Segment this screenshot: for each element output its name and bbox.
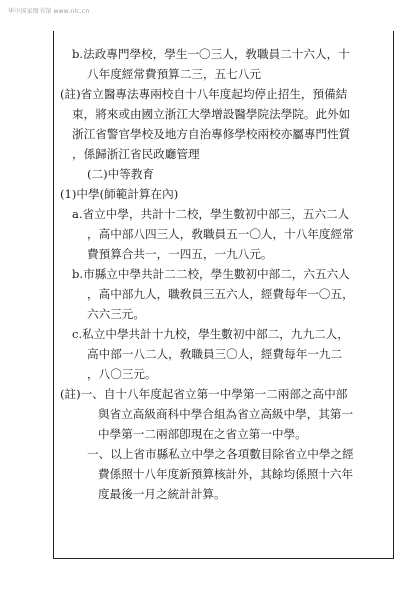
text-line: 中學第一二兩部卽現在之省立第一中學。 [98,427,307,441]
text-line: 度最後一月之統計計算。 [98,487,226,501]
watermark: 华中国家图书馆 www.nlc.cn [8,8,90,15]
text-line: 費係照十八年度新預算核計外，其餘均係照十六年 [98,467,354,481]
text-line: c.私立中學共計十九校，學生數初中部二，九九二人， [72,327,349,341]
text-line: 八年度經常費預算二三，五七八元 [87,67,261,81]
text-line: 六六三元。 [87,307,145,321]
text-line: 束，將來或由國立浙江大學增設醫學院法學院。此外如 [72,107,351,121]
text-line: 費預算合共一，一四五，一九八元。 [87,247,273,261]
text-line: ，八〇三元。 [87,367,157,381]
text-line: ，高中部八四三人，敎職員五一〇人，十八年度經常 [87,227,354,241]
text-line: (二)中等教育 [87,167,155,181]
document-body [60,44,388,504]
text-line: (註)省立醫專法專兩校自十八年度起均停止招生，預備結 [60,87,348,101]
text-line: b.法政專門學校，學生一〇三人，敎職員二十六人，十 [72,47,350,61]
text-line: 高中部一八二人，敎職員三〇人，經費每年一九二 [87,347,343,361]
text-line: (註)一、自十八年度起省立第一中學第一二兩部之高中部 [60,387,348,401]
text-line: 一、以上省市縣私立中學之各項數目除省立中學之經 [87,447,354,461]
text-line: a.省立中學，共計十二校，學生數初中部三，五六二人 [72,207,350,221]
text-line: ，高中部九人，職敎員三五六人，經費每年一〇五， [87,287,354,301]
text-line: 浙江省警官學校及地方自治專修學校兩校亦屬專門性質 [72,127,351,141]
text-line: ，係歸浙江省民政廳管理 [72,147,200,161]
text-line: 與省立高級商科中學合組為省立高級中學，其第一 [98,407,354,421]
text-line: (1)中學(師範計算在內) [60,187,179,201]
text-line: b.市縣立中學共計二二校，學生數初中部二，六五六人 [72,267,350,281]
